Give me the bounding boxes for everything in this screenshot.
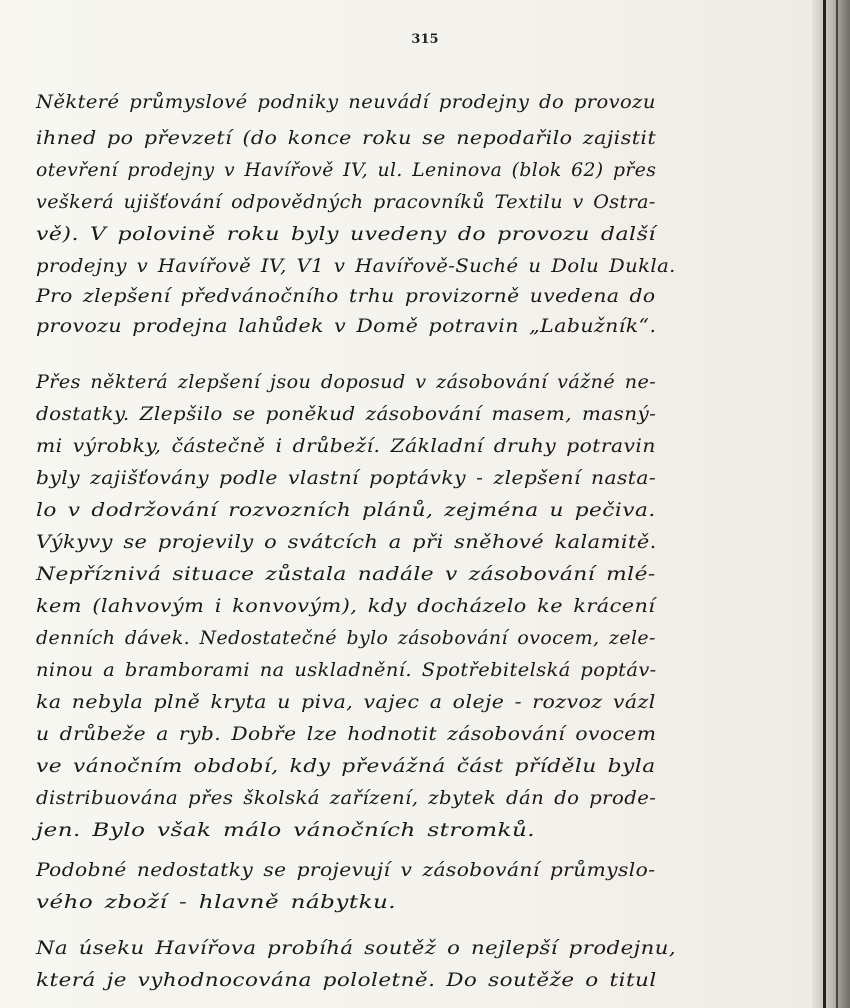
text-line: distribuována přes školská zařízení, zbytek dán do prode- bbox=[36, 788, 657, 809]
text-line: Nepříznivá situace zůstala nadále v zásobování mlé- bbox=[36, 564, 656, 585]
text-line: ihned po převzetí (do konce roku se nepodařilo zajistit bbox=[36, 128, 657, 149]
text-line: Některé průmyslové podniky neuvádí prodejny do provozu bbox=[36, 92, 656, 113]
text-line: Pro zlepšení předvánočního trhu provizorně uvedena do bbox=[36, 286, 656, 307]
page-number: 315 bbox=[411, 32, 439, 47]
text-line: Na úseku Havířova probíhá soutěž o nejlepší prodejnu, bbox=[36, 938, 677, 959]
text-line: Výkyvy se projevily o svátcích a při sněhové kalamitě. bbox=[36, 532, 657, 553]
text-line: provozu prodejna lahůdek v Domě potravin „Labužník“. bbox=[36, 316, 657, 337]
text-line: která je vyhodnocována pololetně. Do soutěže o titul bbox=[36, 970, 657, 991]
text-line: vě). V polovině roku byly uvedeny do provozu další bbox=[36, 224, 656, 245]
text-line: ve vánočním období, kdy převážná část přídělu byla bbox=[36, 756, 656, 777]
text-line: otevření prodejny v Havířově IV, ul. Leninova (blok 62) přes bbox=[36, 160, 657, 181]
text-line: byly zajišťovány podle vlastní poptávky - zlepšení nasta- bbox=[36, 468, 657, 489]
text-line: ninou a bramborami na uskladnění. Spotřebitelská poptáv- bbox=[36, 660, 657, 681]
text-line: vého zboží - hlavně nábytku. bbox=[36, 892, 397, 913]
text-line: prodejny v Havířově IV, V1 v Havířově-Suché u Dolu Dukla. bbox=[36, 256, 676, 277]
text-line: denních dávek. Nedostatečné bylo zásobování ovocem, zele- bbox=[36, 628, 656, 649]
text-line: dostatky. Zlepšilo se poněkud zásobování masem, masný- bbox=[36, 404, 657, 425]
text-line: Podobné nedostatky se projevují v zásobování průmyslo- bbox=[36, 860, 656, 881]
text-line: veškerá ujišťování odpovědných pracovníků Textilu v Ostra- bbox=[36, 192, 656, 213]
text-line: lo v dodržování rozvozních plánů, zejména u pečiva. bbox=[36, 500, 656, 521]
text-line: u drůbeže a ryb. Dobře lze hodnotit zásobování ovocem bbox=[36, 724, 657, 745]
text-line: Přes některá zlepšení jsou doposud v zásobování vážné ne- bbox=[36, 372, 657, 393]
text-line: jen. Bylo však málo vánočních stromků. bbox=[36, 820, 536, 841]
text-line: kem (lahvovým i konvovým), kdy docházelo ke krácení bbox=[36, 596, 656, 617]
text-line: mi výrobky, částečně i drůbeží. Základní druhy potravin bbox=[36, 436, 656, 457]
text-line: ka nebyla plně kryta u piva, vajec a oleje - rozvoz vázl bbox=[36, 692, 656, 713]
